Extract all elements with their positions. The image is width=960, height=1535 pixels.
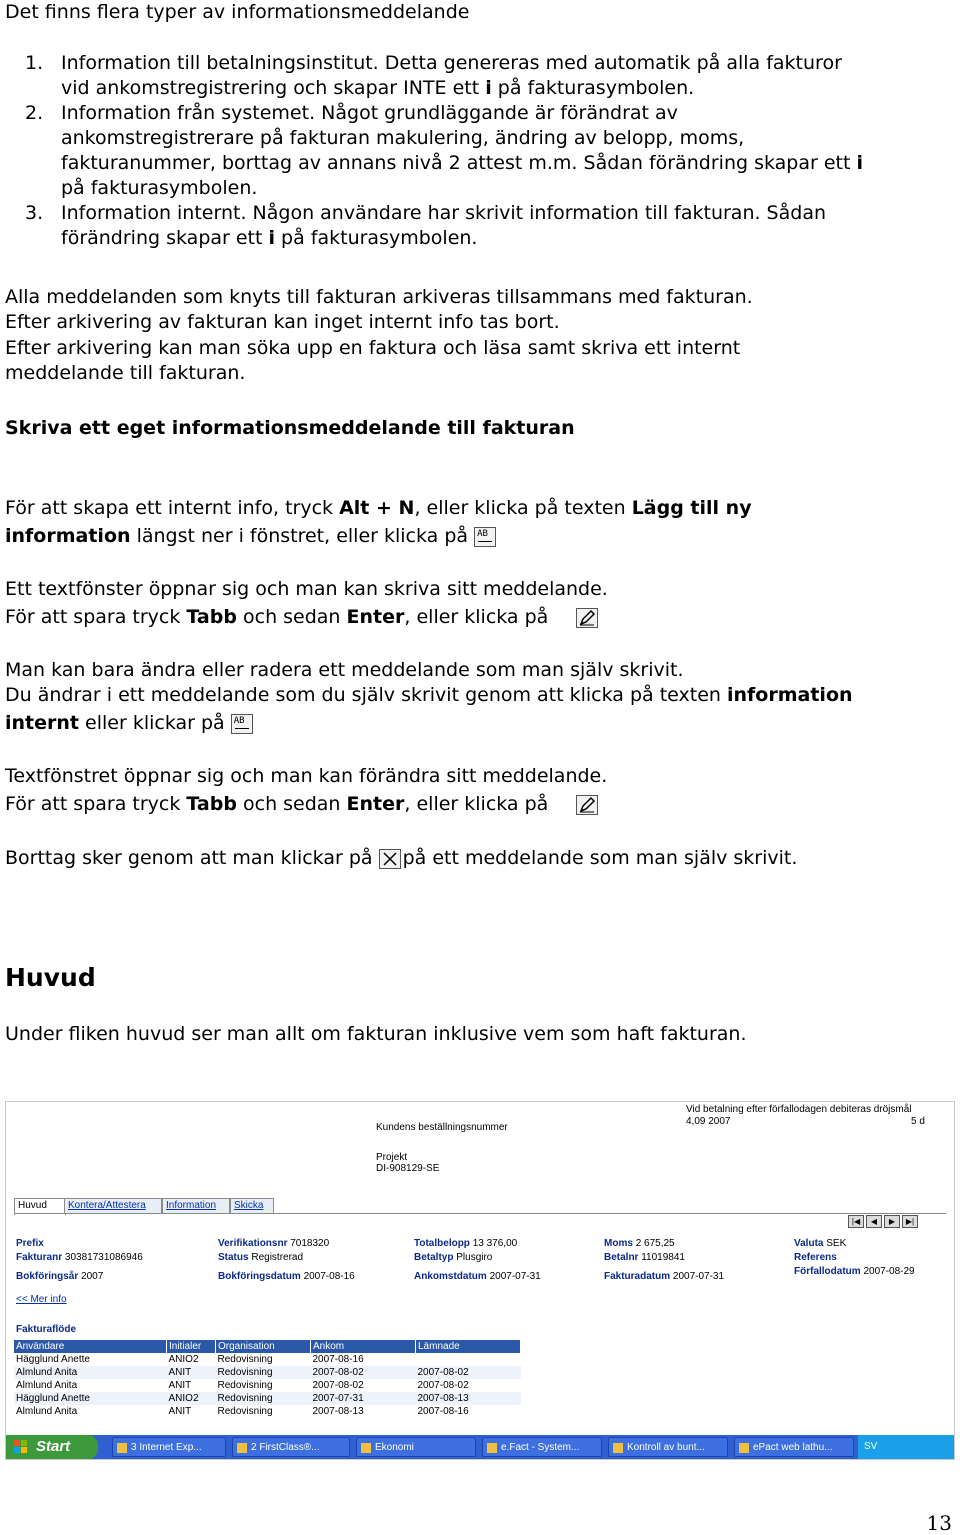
huvud-text: Under fliken huvud ser man allt om fakturan inklusive vem som haft fakturan. [5, 1023, 747, 1045]
ab-edit-icon[interactable] [231, 714, 253, 734]
customer-order-label: Kundens beställningsnummer [376, 1122, 508, 1133]
type-3-line-1: Information internt. Någon användare har skrivit information till fakturan. Sådan [61, 202, 827, 224]
taskbar-item[interactable]: e.Fact - System... [482, 1437, 602, 1457]
save-line-2: För att spara tryck Tabb och sedan Enter, eller klicka på [5, 792, 598, 817]
edit-only-line: Man kan bara ändra eller radera ett meddelande som man själv skrivit. [5, 659, 684, 681]
edit-line-1: Du ändrar i ett meddelande som du själv skrivit genom att klicka på texten information [5, 684, 853, 706]
archive-line-3: Efter arkivering kan man söka upp en faktura och läsa samt skriva ett internt [5, 337, 741, 359]
windows-taskbar [6, 1435, 954, 1459]
first-record-button[interactable]: |◀ [848, 1215, 864, 1228]
start-button[interactable]: Start [6, 1435, 98, 1459]
pencil-save-icon[interactable] [576, 795, 598, 815]
archive-line-1: Alla meddelanden som knyts till fakturan arkiveras tillsammans med fakturan. [5, 286, 753, 308]
project-label: Projekt [376, 1152, 408, 1163]
intro-title: Det finns flera typer av informationsmeddelande [5, 1, 470, 23]
taskbar-item[interactable]: Ekonomi [356, 1437, 476, 1457]
taskbar-item[interactable]: ePact web lathu... [734, 1437, 854, 1457]
table-row[interactable]: Hägglund Anette ANIO2 Redovisning 2007-08-16 [16, 1354, 364, 1365]
type-2-line-4: på fakturasymbolen. [61, 177, 258, 199]
tab-skicka[interactable]: Skicka [230, 1198, 274, 1214]
archive-line-2: Efter arkivering av fakturan kan inget internt info tas bort. [5, 311, 560, 333]
type-3-line-2: förändring skapar ett i på fakturasymbolen. [61, 227, 478, 249]
late-payment-date: 4,09 2007 [686, 1116, 731, 1127]
create-line-1: För att skapa ett internt info, tryck Alt + N, eller klicka på texten Lägg till ny [5, 497, 752, 519]
type-2-line-3: fakturanummer, borttag av annans nivå 2 attest m.m. Sådan förändring skapar ett i [61, 152, 864, 174]
invoice-screenshot: Vid betalning efter förfallodagen debiteras dröjsmål 4,09 2007 5 d Kundens beställningsnummer Projekt DI-908129-SE Huvud Kontera/Attestera Information Skicka |◀ ◀ ▶ ▶| Prefix Verifikationsnr 7018320 Totalbelopp 13 376,00 Moms 2 675,25 Valuta SEK Fakturanr 30381731086946 Status Registrerad Betaltyp Plusgiro Betalnr 11019841 Referens Bokföringsår 2007 Bokföringsdatum 2007-08-16 Ankomstdatum 2007-07-31 Fakturadatum 2007-07-31 Förfallodatum 2007-08-29 << Mer info Fakturaflöde Användare Initialer Organisation Ankom Lämnade Hägglund Anette ANIO2 Redovisning 2007-08-16 Almlund Anita ANIT Redovisning 2007-08-02 2007-08-02 Almlund Anita ANIT Redovisning 2007-08-02 2007-08-02 Hägglund Anette ANIO2 Redovisning 2007-07-31 2007-08-13 Almlund Anita ANIT Redovisning 2007-08-13 2007-08-16 Start 3 Internet Exp... 2 FirstClass®... Ekonomi e.Fact - System... Kontroll av bunt... ePact web lathu... SV [5, 1101, 955, 1460]
system-tray[interactable]: SV [858, 1435, 954, 1459]
taskbar-item[interactable]: 2 FirstClass®... [232, 1437, 350, 1457]
write-heading: Skriva ett eget informationsmeddelande till fakturan [5, 417, 575, 439]
archive-line-4: meddelande till fakturan. [5, 362, 246, 384]
type-2-line-2: ankomstregistrerare på fakturan makulering, ändring av belopp, moms, [61, 127, 745, 149]
type-1-line-1: Information till betalningsinstitut. Detta genereras med automatik på alla fakturor [61, 52, 842, 74]
tab-divider [14, 1213, 946, 1214]
edit-line-2: internt eller klickar påAB [5, 711, 253, 736]
next-record-button[interactable]: ▶ [884, 1215, 900, 1228]
type-1-line-2: vid ankomstregistrering och skapar INTE ett i på fakturasymbolen. [61, 77, 695, 99]
delete-line: Borttag sker genom att man klickar på på ett meddelande som man själv skrivit. [5, 847, 798, 869]
taskbar-item[interactable]: Kontroll av bunt... [608, 1437, 728, 1457]
prev-record-button[interactable]: ◀ [866, 1215, 882, 1228]
list-item [25, 201, 955, 251]
tab-kontera-attestera[interactable]: Kontera/Attestera [64, 1198, 162, 1214]
table-header-row: Användare Initialer Organisation Ankom Lämnade [14, 1340, 521, 1353]
late-payment-days: 5 d [911, 1116, 925, 1127]
taskbar-item[interactable]: 3 Internet Exp... [112, 1437, 226, 1457]
flow-title: Fakturaflöde [16, 1324, 77, 1335]
textwindow2-line: Textfönstret öppnar sig och man kan förändra sitt meddelande. [5, 765, 608, 787]
list-number: 3. [25, 202, 44, 224]
ab-edit-icon[interactable] [474, 527, 496, 547]
info-types-list [25, 51, 955, 251]
create-line-2: information längst ner i fönstret, eller klicka påAB [5, 524, 496, 549]
list-item [25, 101, 955, 201]
project-value: DI-908129-SE [376, 1163, 440, 1174]
table-row[interactable]: Almlund Anita ANIT Redovisning 2007-08-02 2007-08-02 [16, 1380, 469, 1391]
windows-logo-icon [14, 1440, 28, 1454]
tab-huvud[interactable]: Huvud [14, 1198, 66, 1215]
delete-x-icon[interactable] [379, 849, 401, 869]
list-number: 1. [25, 52, 44, 74]
save-line-1: För att spara tryck Tabb och sedan Enter, eller klicka på [5, 605, 598, 630]
mer-info-link[interactable]: << Mer info [16, 1294, 67, 1305]
table-row[interactable]: Hägglund Anette ANIO2 Redovisning 2007-07-31 2007-08-13 [14, 1392, 521, 1405]
table-row[interactable]: Almlund Anita ANIT Redovisning 2007-08-02 2007-08-02 [14, 1366, 521, 1379]
late-payment-note: Vid betalning efter förfallodagen debiteras dröjsmål [686, 1104, 912, 1115]
list-item [25, 51, 955, 101]
page-number: 13 [926, 1511, 952, 1535]
invoice-flow-table [14, 1340, 521, 1418]
tab-information[interactable]: Information [162, 1198, 230, 1214]
table-row[interactable]: Almlund Anita ANIT Redovisning 2007-08-13 2007-08-16 [16, 1406, 469, 1417]
list-number: 2. [25, 102, 44, 124]
huvud-heading: Huvud [5, 963, 96, 992]
textwindow-line: Ett textfönster öppnar sig och man kan skriva sitt meddelande. [5, 578, 608, 600]
type-2-line-1: Information från systemet. Något grundläggande är förändrat av [61, 102, 678, 124]
pencil-save-icon[interactable] [576, 608, 598, 628]
last-record-button[interactable]: ▶| [902, 1215, 918, 1228]
